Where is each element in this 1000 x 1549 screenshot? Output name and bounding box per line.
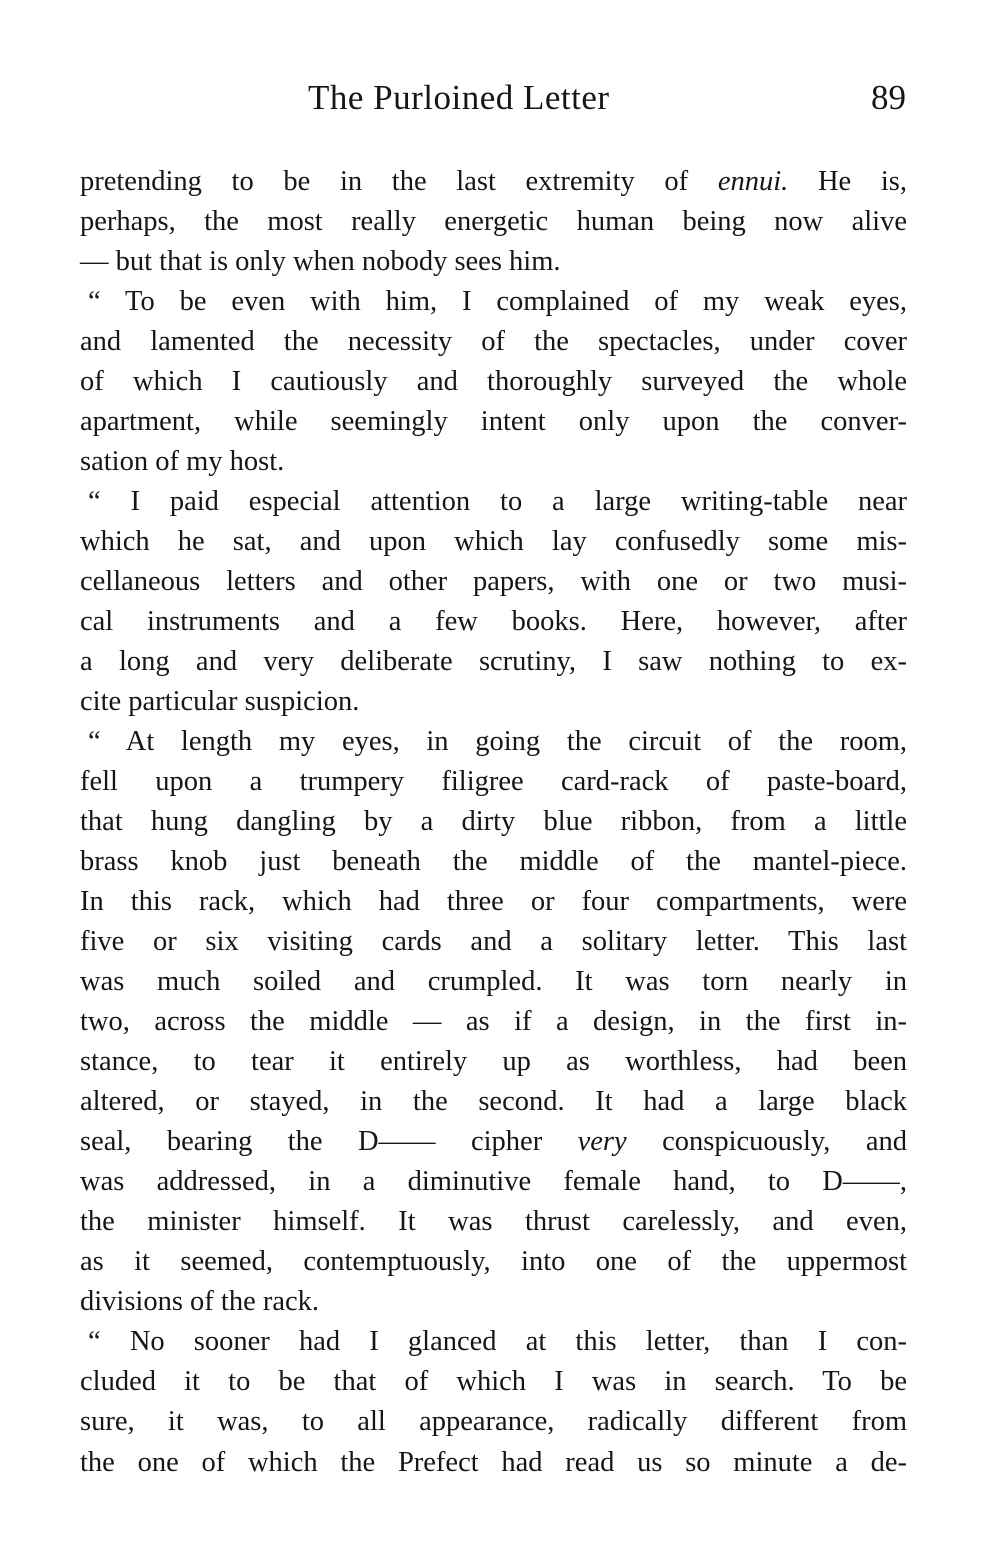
text-segment: sure, it was, to all appearance, radically different from bbox=[80, 1406, 907, 1438]
text-line bbox=[80, 1443, 907, 1483]
page-number: 89 bbox=[871, 78, 906, 117]
italic-text: very bbox=[577, 1126, 627, 1158]
text-line bbox=[80, 642, 907, 682]
text-segment: stance, to tear it entirely up as worthless, had been bbox=[80, 1046, 907, 1078]
text-line bbox=[80, 842, 907, 882]
text-segment: cluded it to be that of which I was in search. To be bbox=[80, 1366, 907, 1398]
text-line bbox=[80, 162, 907, 202]
text-segment: fell upon a trumpery filigree card-rack of paste-board, bbox=[80, 766, 907, 798]
text-segment: of which I cautiously and thoroughly surveyed the whole bbox=[80, 366, 907, 398]
text-line bbox=[80, 362, 907, 402]
text-segment: sation of my host. bbox=[80, 446, 285, 478]
text-segment: seal, bearing the D—— cipher bbox=[80, 1126, 578, 1158]
text-segment: as it seemed, contemptuously, into one of the uppermost bbox=[80, 1246, 907, 1278]
text-segment: was addressed, in a diminutive female hand, to D——, bbox=[80, 1166, 907, 1198]
running-title: The Purloined Letter bbox=[308, 78, 610, 117]
body-text bbox=[80, 162, 907, 1483]
text-segment: altered, or stayed, in the second. It had a large black bbox=[80, 1086, 907, 1118]
text-line bbox=[80, 1002, 907, 1042]
text-line bbox=[80, 1162, 907, 1202]
text-segment: divisions of the rack. bbox=[80, 1286, 320, 1318]
text-line bbox=[80, 602, 907, 642]
text-segment: “ I paid especial attention to a large writing-table near bbox=[88, 486, 907, 518]
running-header bbox=[0, 78, 1000, 128]
text-line bbox=[80, 1242, 907, 1282]
text-segment: “ At length my eyes, in going the circuit of the room, bbox=[88, 726, 907, 758]
text-segment: He is, bbox=[788, 166, 907, 197]
text-segment: that hung dangling by a dirty blue ribbon, from a little bbox=[80, 806, 907, 838]
text-segment: which he sat, and upon which lay confusedly some mis- bbox=[80, 526, 907, 558]
text-segment: — but that is only when nobody sees him. bbox=[80, 246, 561, 278]
text-line bbox=[80, 522, 907, 562]
text-line bbox=[80, 682, 907, 722]
text-segment: the one of which the Prefect had read us so minute a de- bbox=[80, 1446, 907, 1478]
text-segment: “ No sooner had I glanced at this letter, than I con- bbox=[88, 1326, 907, 1358]
text-line bbox=[80, 322, 907, 362]
text-line bbox=[80, 1362, 907, 1402]
text-segment: and lamented the necessity of the spectacles, under cover bbox=[80, 326, 907, 358]
text-line bbox=[80, 1122, 907, 1162]
text-line bbox=[80, 1282, 907, 1322]
text-segment: was much soiled and crumpled. It was torn nearly in bbox=[80, 966, 907, 998]
text-segment: brass knob just beneath the middle of the mantel-piece. bbox=[80, 846, 907, 878]
text-segment: the minister himself. It was thrust carelessly, and even, bbox=[80, 1206, 907, 1238]
text-line bbox=[80, 802, 907, 842]
text-line bbox=[80, 402, 907, 442]
text-line bbox=[80, 762, 907, 802]
text-line bbox=[80, 882, 907, 922]
text-segment: conspicuously, and bbox=[626, 1126, 907, 1158]
text-line bbox=[80, 562, 907, 602]
text-line bbox=[80, 1402, 907, 1442]
text-segment: two, across the middle — as if a design, in the first in- bbox=[80, 1006, 907, 1038]
text-segment: perhaps, the most really energetic human being now alive bbox=[80, 206, 907, 238]
text-line bbox=[80, 1042, 907, 1082]
text-line bbox=[80, 282, 907, 322]
text-segment: cellaneous letters and other papers, with one or two musi- bbox=[80, 566, 907, 598]
text-segment: pretending to be in the last extremity of bbox=[80, 166, 718, 197]
text-line bbox=[80, 242, 907, 282]
text-line bbox=[80, 962, 907, 1002]
text-line bbox=[80, 482, 907, 522]
text-segment: five or six visiting cards and a solitary letter. This last bbox=[80, 926, 907, 958]
text-line bbox=[80, 722, 907, 762]
text-line bbox=[80, 922, 907, 962]
text-segment: cal instruments and a few books. Here, however, after bbox=[80, 606, 907, 638]
text-line bbox=[80, 202, 907, 242]
text-segment: apartment, while seemingly intent only upon the conver- bbox=[80, 406, 907, 438]
text-line bbox=[80, 1322, 907, 1362]
italic-text: ennui. bbox=[717, 166, 789, 197]
text-line bbox=[80, 1202, 907, 1242]
text-segment: cite particular suspicion. bbox=[80, 686, 360, 718]
text-segment: a long and very deliberate scrutiny, I saw nothing to ex- bbox=[80, 646, 907, 678]
text-line bbox=[80, 1082, 907, 1122]
text-line bbox=[80, 442, 907, 482]
text-segment: In this rack, which had three or four compartments, were bbox=[80, 886, 907, 918]
text-segment: “ To be even with him, I complained of my weak eyes, bbox=[88, 286, 907, 318]
